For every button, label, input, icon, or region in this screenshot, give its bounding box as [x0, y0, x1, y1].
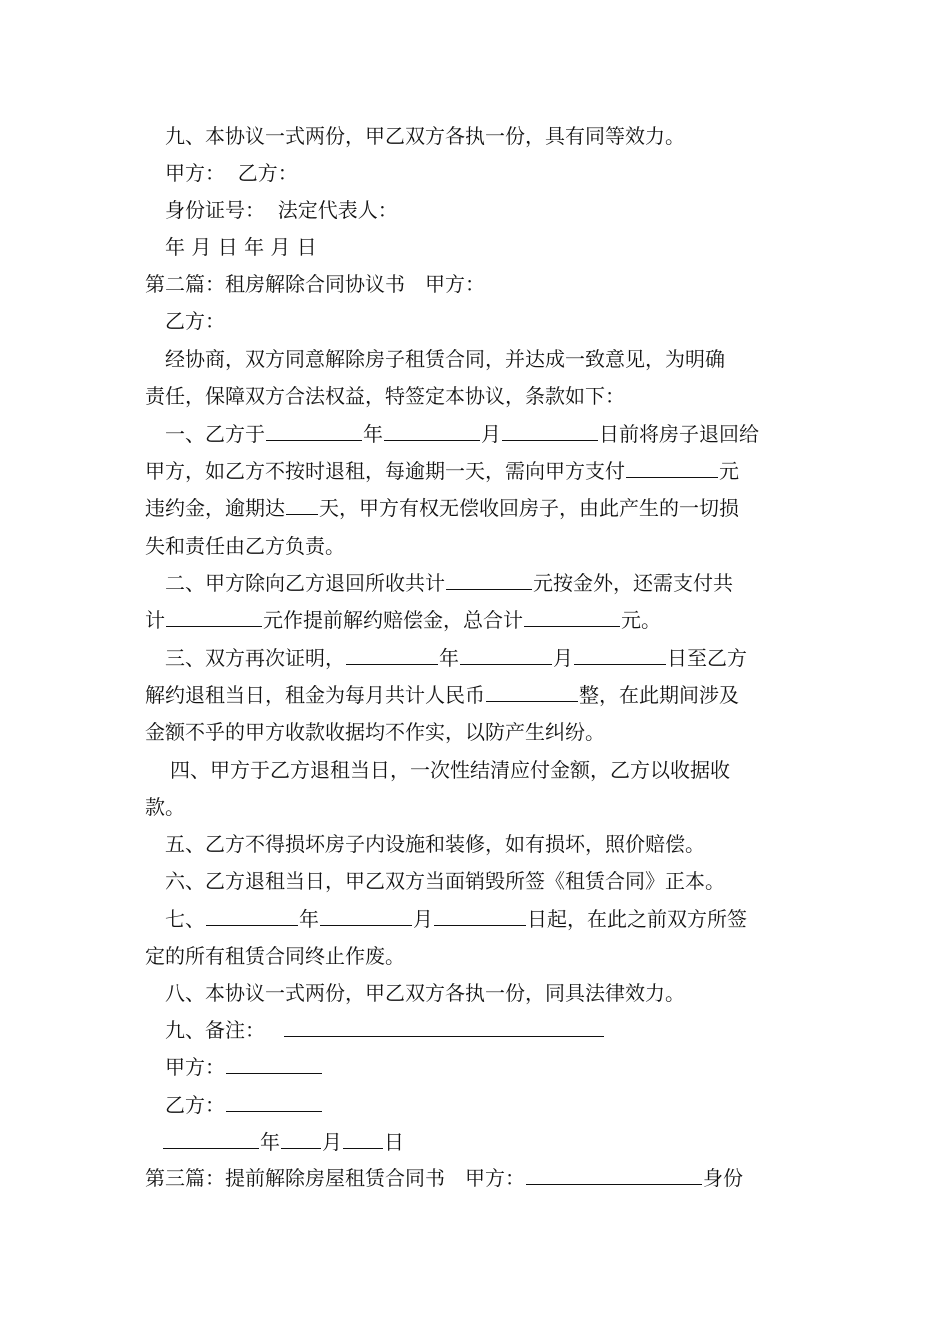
fill-blank[interactable] [502, 418, 598, 441]
paragraph-line [145, 901, 815, 938]
text: 元作提前解约赔偿金，总合计 [263, 608, 523, 632]
text: 经协商，双方同意解除房子租赁合同，并达成一致意见，为明确 [165, 347, 725, 371]
remarks-blank[interactable] [284, 1014, 604, 1037]
text: 解约退租当日，租金为每月共计人民币 [145, 683, 485, 707]
text: 天，甲方有权无偿收回房子，由此产生的一切损 [319, 496, 739, 520]
text: 月 [481, 422, 501, 446]
signature-party-b [145, 1087, 815, 1124]
paragraph-line [145, 752, 815, 789]
fill-blank[interactable] [320, 903, 412, 926]
text: 元 [719, 459, 739, 483]
paragraph-line [145, 378, 815, 415]
paragraph-line [145, 229, 815, 266]
fill-blank[interactable] [286, 492, 318, 515]
text: 年 [299, 907, 319, 931]
text: 整，在此期间涉及 [579, 683, 739, 707]
text: 年 [363, 422, 383, 446]
text: 三、双方再次证明， [165, 646, 345, 670]
remarks-label: 九、备注： [165, 1018, 265, 1042]
text: 违约金，逾期达 [145, 496, 285, 520]
text: 四、甲方于乙方退租当日，一次性结清应付金额，乙方以收据收 [170, 758, 730, 782]
text: 金额不乎的甲方收款收据均不作实，以防产生纠纷。 [145, 720, 605, 744]
text: 第二篇：租房解除合同协议书 甲方： [145, 272, 485, 296]
paragraph-line [145, 528, 815, 565]
fill-blank[interactable] [434, 903, 526, 926]
fill-blank[interactable] [574, 642, 666, 665]
text: 年 月 日 年 月 日 [165, 235, 317, 259]
text: 月 [413, 907, 433, 931]
text: 甲方： 乙方： [165, 161, 298, 185]
paragraph-line [145, 938, 815, 975]
fill-blank[interactable] [166, 604, 262, 627]
text: 九、本协议一式两份，甲乙双方各执一份，具有同等效力。 [165, 124, 685, 148]
party-b-blank[interactable] [226, 1089, 322, 1112]
fill-blank[interactable] [384, 418, 480, 441]
text: 八、本协议一式两份，甲乙双方各执一份，同具法律效力。 [165, 981, 685, 1005]
text: 五、乙方不得损坏房子内设施和装修，如有损坏，照价赔偿。 [165, 832, 705, 856]
paragraph-line [145, 490, 815, 527]
fill-blank[interactable] [524, 604, 620, 627]
fill-blank[interactable] [446, 567, 532, 590]
paragraph-line [145, 640, 815, 677]
section-heading [145, 1160, 815, 1197]
paragraph-line [145, 416, 815, 453]
year-blank[interactable] [163, 1126, 259, 1149]
text: 日至乙方 [667, 646, 747, 670]
section-heading [145, 266, 815, 303]
party-a-blank[interactable] [226, 1051, 322, 1074]
signature-party-a [145, 1049, 815, 1086]
text: 年 [439, 646, 459, 670]
text: 第三篇：提前解除房屋租赁合同书 甲方： [145, 1166, 525, 1190]
text: 一、乙方于 [165, 422, 265, 446]
text: 二、甲方除向乙方退回所收共计 [165, 571, 445, 595]
fill-blank[interactable] [346, 642, 438, 665]
text: 六、乙方退租当日，甲乙双方当面销毁所签《租赁合同》正本。 [165, 869, 725, 893]
remarks-line [145, 1012, 815, 1049]
paragraph-line [145, 826, 815, 863]
month-blank[interactable] [281, 1126, 321, 1149]
paragraph-line [145, 677, 815, 714]
paragraph-line [145, 341, 815, 378]
text: 日起，在此之前双方所签 [527, 907, 747, 931]
paragraph-line [145, 453, 815, 490]
text: 七、 [165, 907, 205, 931]
fill-blank[interactable] [626, 455, 718, 478]
paragraph-line [145, 155, 815, 192]
text: 身份证号： 法定代表人： [165, 198, 398, 222]
paragraph-line [145, 118, 815, 155]
party-b-label: 乙方： [165, 1093, 225, 1117]
paragraph-line [145, 565, 815, 602]
paragraph-line [145, 303, 815, 340]
paragraph-line [145, 975, 815, 1012]
text: 计 [145, 608, 165, 632]
text: 失和责任由乙方负责。 [145, 534, 345, 558]
fill-blank[interactable] [266, 418, 362, 441]
text: 款。 [145, 795, 185, 819]
text: 日 [384, 1130, 404, 1154]
text: 乙方： [165, 309, 225, 333]
day-blank[interactable] [343, 1126, 383, 1149]
paragraph-line [145, 863, 815, 900]
fill-blank[interactable] [460, 642, 552, 665]
paragraph-line [145, 602, 815, 639]
date-line [145, 1124, 815, 1161]
text: 责任，保障双方合法权益，特签定本协议，条款如下： [145, 384, 625, 408]
text: 身份 [703, 1166, 743, 1190]
paragraph-line [145, 714, 815, 751]
text: 甲方，如乙方不按时退租，每逾期一天，需向甲方支付 [145, 459, 625, 483]
text: 年 [260, 1130, 280, 1154]
paragraph-line [145, 192, 815, 229]
text: 定的所有租赁合同终止作废。 [145, 944, 405, 968]
paragraph-line [145, 789, 815, 826]
fill-blank[interactable] [486, 679, 578, 702]
text: 月 [553, 646, 573, 670]
text: 元。 [621, 608, 661, 632]
text: 月 [322, 1130, 342, 1154]
party-a-blank[interactable] [526, 1162, 702, 1185]
text: 元按金外，还需支付共 [533, 571, 733, 595]
text: 日前将房子退回给 [599, 422, 759, 446]
fill-blank[interactable] [206, 903, 298, 926]
party-a-label: 甲方： [165, 1055, 225, 1079]
